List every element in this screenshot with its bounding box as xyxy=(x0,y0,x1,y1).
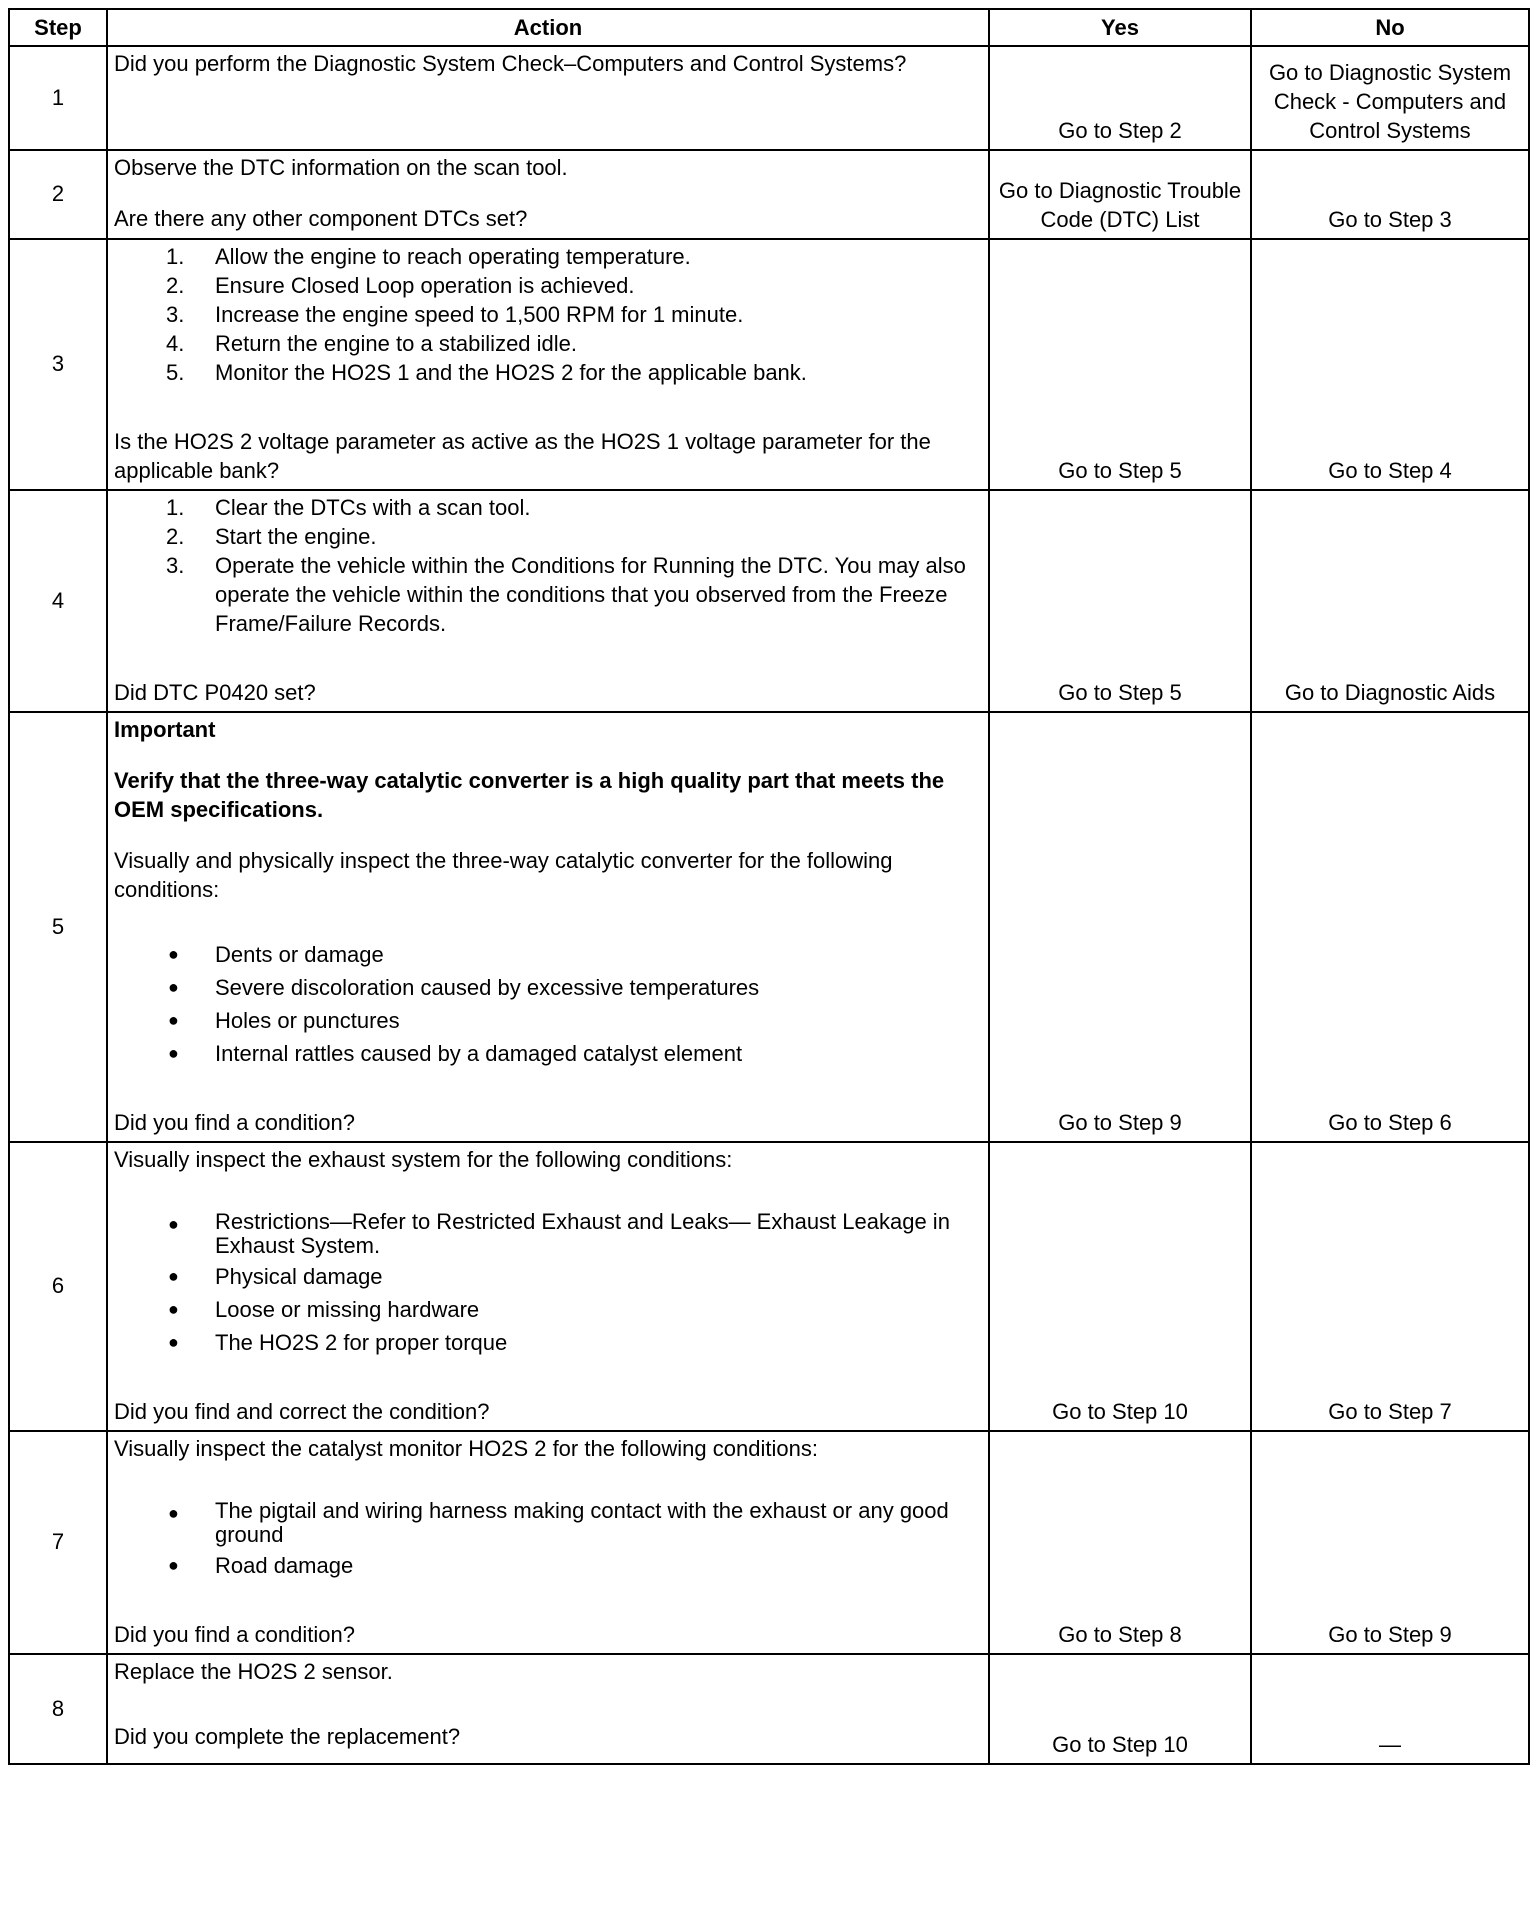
action-text: Replace the HO2S 2 sensor. xyxy=(114,1659,393,1684)
list-item: 3. Increase the engine speed to 1,500 RPM for 1 minute. xyxy=(166,302,744,327)
action-text: Did you perform the Diagnostic System Check–Computers and Control Systems? xyxy=(114,51,907,76)
list-item: ● Physical damage xyxy=(168,1264,383,1289)
list-item: ● Loose or missing hardware xyxy=(168,1297,480,1322)
list-item: 1. Clear the DTCs with a scan tool. xyxy=(166,495,531,520)
step-number: 5 xyxy=(9,712,107,1142)
header-yes: Yes xyxy=(989,9,1251,46)
yes-cell: Go to Step 5 xyxy=(989,490,1251,712)
diagnostic-table xyxy=(8,8,1530,1765)
yes-cell: Go to Step 5 xyxy=(989,239,1251,490)
header-step: Step xyxy=(9,9,107,46)
action-text: Visually inspect the catalyst monitor HO2S 2 for the following conditions: xyxy=(114,1436,818,1461)
step-number: 6 xyxy=(9,1142,107,1431)
list-item: ● Dents or damage xyxy=(168,942,384,967)
no-cell: Go to Step 9 xyxy=(1251,1431,1529,1654)
list-item: 1. Allow the engine to reach operating temperature. xyxy=(166,244,691,269)
no-cell: Go to Diagnostic Aids xyxy=(1251,490,1529,712)
list-item: ● The pigtail and wiring harness making contact with the exhaust or any good ground xyxy=(168,1498,949,1547)
step-number: 4 xyxy=(9,490,107,712)
table-row xyxy=(9,1142,1529,1431)
table-row xyxy=(9,1431,1529,1654)
action-question: Is the HO2S 2 voltage parameter as active as the HO2S 1 voltage parameter for the applicable bank? xyxy=(114,429,931,483)
action-text: Visually inspect the exhaust system for the following conditions: xyxy=(114,1147,733,1172)
list-item: 2. Ensure Closed Loop operation is achieved. xyxy=(166,273,635,298)
action-cell xyxy=(107,239,989,490)
action-question: Did you find a condition? xyxy=(114,1622,355,1647)
table-row xyxy=(9,239,1529,490)
yes-cell: Go to Step 8 xyxy=(989,1431,1251,1654)
bullet-list xyxy=(114,1210,982,1357)
bullet-list xyxy=(114,940,982,1068)
list-item: ● Internal rattles caused by a damaged catalyst element xyxy=(168,1041,743,1066)
action-question: Did you complete the replacement? xyxy=(114,1724,461,1749)
action-cell xyxy=(107,1431,989,1654)
step-number: 7 xyxy=(9,1431,107,1654)
list-item: ● Severe discoloration caused by excessive temperatures xyxy=(168,975,760,1000)
yes-cell: Go to Step 9 xyxy=(989,712,1251,1142)
action-cell xyxy=(107,150,989,239)
important-label: Important xyxy=(114,717,216,742)
list-item: ● The HO2S 2 for proper torque xyxy=(168,1330,508,1355)
list-item: ● Restrictions—Refer to Restricted Exhaust and Leaks— Exhaust Leakage in Exhaust System. xyxy=(168,1209,950,1258)
table-row xyxy=(9,1654,1529,1764)
list-item: ● Holes or punctures xyxy=(168,1008,400,1033)
step-number: 1 xyxy=(9,46,107,150)
action-cell xyxy=(107,46,989,150)
action-question: Did DTC P0420 set? xyxy=(114,680,316,705)
list-item: ● Road damage xyxy=(168,1553,354,1578)
no-cell: Go to Step 6 xyxy=(1251,712,1529,1142)
action-cell xyxy=(107,490,989,712)
action-cell xyxy=(107,712,989,1142)
no-cell: Go to Diagnostic System Check - Computers and Control Systems xyxy=(1251,46,1529,150)
numbered-list xyxy=(114,242,982,387)
action-text: Visually and physically inspect the three-way catalytic converter for the following conditions: xyxy=(114,848,893,902)
header-row xyxy=(9,9,1529,46)
table-row xyxy=(9,490,1529,712)
action-cell xyxy=(107,1654,989,1764)
yes-cell: Go to Step 10 xyxy=(989,1654,1251,1764)
table-row xyxy=(9,150,1529,239)
yes-cell: Go to Diagnostic Trouble Code (DTC) List xyxy=(989,150,1251,239)
action-question: Are there any other component DTCs set? xyxy=(114,206,528,231)
step-number: 8 xyxy=(9,1654,107,1764)
list-item: 2. Start the engine. xyxy=(166,524,377,549)
header-no: No xyxy=(1251,9,1529,46)
yes-cell: Go to Step 2 xyxy=(989,46,1251,150)
no-cell: — xyxy=(1251,1654,1529,1764)
numbered-list xyxy=(114,493,982,638)
table-row xyxy=(9,712,1529,1142)
list-item: 4. Return the engine to a stabilized idle. xyxy=(166,331,578,356)
action-question: Did you find a condition? xyxy=(114,1110,355,1135)
list-item: 3. Operate the vehicle within the Conditions for Running the DTC. You may also operate the vehicle within the conditions that you observed from the Freeze Frame/Failure Records. xyxy=(166,553,966,636)
action-question: Did you find and correct the condition? xyxy=(114,1399,490,1424)
no-cell: Go to Step 4 xyxy=(1251,239,1529,490)
step-number: 2 xyxy=(9,150,107,239)
no-cell: Go to Step 7 xyxy=(1251,1142,1529,1431)
no-cell: Go to Step 3 xyxy=(1251,150,1529,239)
action-text: Observe the DTC information on the scan tool. xyxy=(114,155,568,180)
bullet-list xyxy=(114,1499,982,1580)
action-cell xyxy=(107,1142,989,1431)
yes-cell: Go to Step 10 xyxy=(989,1142,1251,1431)
table-row xyxy=(9,46,1529,150)
important-text: Verify that the three-way catalytic converter is a high quality part that meets the OEM specifications. xyxy=(114,768,945,822)
header-action: Action xyxy=(107,9,989,46)
list-item: 5. Monitor the HO2S 1 and the HO2S 2 for the applicable bank. xyxy=(166,360,807,385)
step-number: 3 xyxy=(9,239,107,490)
